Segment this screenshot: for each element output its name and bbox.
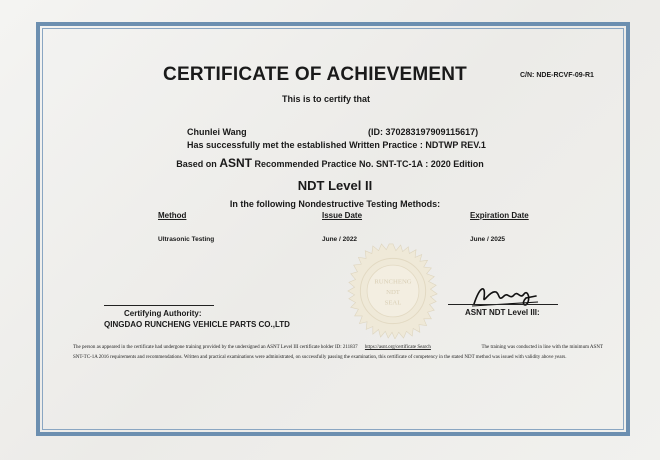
ndt-level: NDT Level II xyxy=(297,178,373,193)
seal-text-2: NDT xyxy=(386,288,400,296)
seal-text-3: SEAL xyxy=(384,299,402,307)
based-prefix: Based on xyxy=(176,159,217,169)
fine-print xyxy=(73,343,603,363)
cell-method: Ultrasonic Testing xyxy=(158,236,215,243)
company-name: QINGDAO RUNCHENG VEHICLE PARTS CO.,LTD xyxy=(104,320,290,329)
embossed-seal xyxy=(345,243,441,339)
holder-id: (ID: 370283197909115617) xyxy=(368,127,479,137)
certificate-search-link[interactable]: https://asnt.org/certificate Search xyxy=(364,345,431,350)
holder-name: Chunlei Wang xyxy=(187,127,247,137)
header-expiration-date: Expiration Date xyxy=(470,211,529,220)
seal-text-1: RUNCHENG xyxy=(374,278,412,286)
written-practice-line: Has successfully met the established Written Practice : NDTWP REV.1 xyxy=(187,140,486,150)
certificate-inner-border xyxy=(42,28,624,430)
certificate-title: CERTIFICATE OF ACHIEVEMENT xyxy=(163,64,467,85)
methods-intro: In the following Nondestructive Testing Methods: xyxy=(229,199,441,209)
fine-print-text-1: The person as appeared in the certificate had undergone training provided by the undersigned an ASNT Level III certificate holder ID: 211837 xyxy=(73,345,358,350)
certifying-authority-label: Certifying Authority: xyxy=(124,309,202,318)
based-on-line xyxy=(0,156,660,170)
level3-label: ASNT NDT Level III: xyxy=(465,308,540,317)
cell-issue-date: June / 2022 xyxy=(322,236,358,243)
certificate-number: C/N: NDE-RCVF-09-R1 xyxy=(520,72,594,79)
authority-signature-line xyxy=(104,305,214,306)
asnt-label: ASNT xyxy=(219,156,252,170)
cell-expiration-date: June / 2025 xyxy=(470,236,506,243)
level3-signature-line xyxy=(448,304,558,305)
fine-print-line-2: SNT-TC-1A 2016 requirements and recommendations. Written and practical examinations were administrated, on successfully passing the examination, this certificate of competency in the stated NDT method was issued with validity above years. xyxy=(73,355,567,360)
header-issue-date: Issue Date xyxy=(322,211,363,220)
fine-print-text-2: The training was conducted in line with the minimum ASNT xyxy=(481,345,603,350)
fine-print-line-1 xyxy=(73,343,603,353)
based-suffix: Recommended Practice No. SNT-TC-1A : 2020 Edition xyxy=(254,159,484,169)
certify-line: This is to certify that xyxy=(281,94,370,104)
header-method: Method xyxy=(158,211,187,220)
